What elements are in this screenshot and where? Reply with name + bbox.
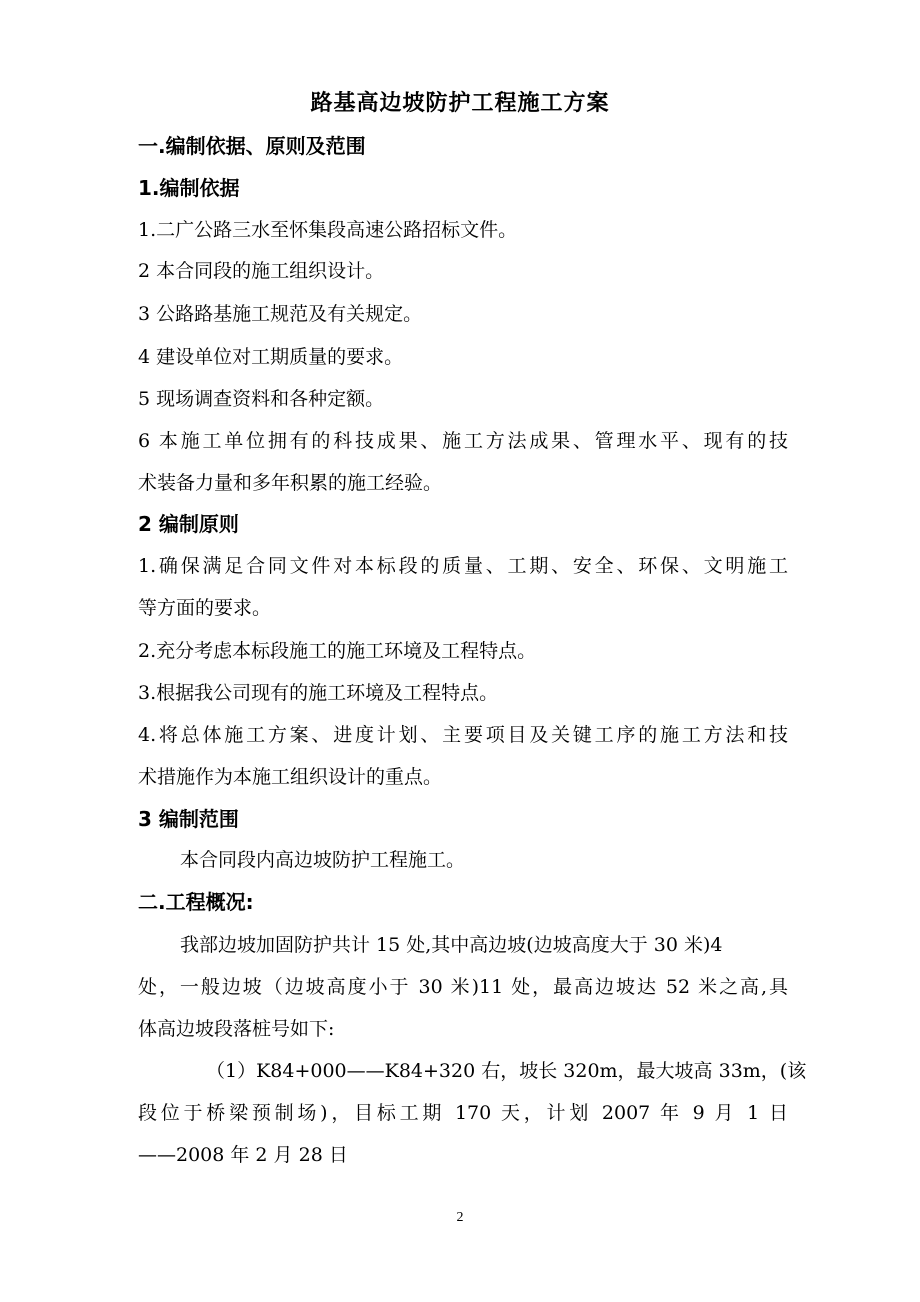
segment-line-1: （1）K84+000——K84+320 右，坡长 320m，最大坡高 33m，(该 (206, 1060, 807, 1082)
sub2-heading: 2 编制原则 (138, 512, 239, 536)
principle-item-2: 2.充分考虑本标段施工的施工环境及工程特点。 (138, 640, 537, 662)
page-number: 2 (456, 1210, 464, 1225)
segment-line-3: ——2008 年 2 月 28 日 (138, 1144, 348, 1166)
overview-line-1: 我部边坡加固防护共计 15 处,其中高边坡(边坡高度大于 30 米)4 (180, 934, 723, 956)
section2-heading: 二.工程概况: (138, 890, 254, 914)
scope-text: 本合同段内高边坡防护工程施工。 (180, 849, 466, 871)
principle-item-4-cont: 术措施作为本施工组织设计的重点。 (138, 766, 443, 788)
basis-item-1: 1.二广公路三水至怀集段高速公路招标文件。 (138, 219, 518, 241)
principle-item-3: 3.根据我公司现有的施工环境及工程特点。 (138, 682, 499, 704)
principle-item-4: 4.将总体施工方案、进度计划、主要项目及关键工序的施工方法和技 (138, 724, 788, 746)
basis-item-6-cont: 术装备力量和多年积累的施工经验。 (138, 472, 443, 494)
basis-item-4: 4 建设单位对工期质量的要求。 (138, 346, 404, 368)
basis-item-2: 2 本合同段的施工组织设计。 (138, 260, 385, 282)
basis-item-5: 5 现场调查资料和各种定额。 (138, 388, 385, 410)
principle-item-1-cont: 等方面的要求。 (138, 597, 272, 619)
overview-line-3: 体高边坡段落桩号如下: (138, 1018, 335, 1040)
basis-item-6: 6 本施工单位拥有的科技成果、施工方法成果、管理水平、现有的技 (138, 430, 788, 452)
section1-heading: 一.编制依据、原则及范围 (138, 134, 366, 158)
document-title: 路基高边坡防护工程施工方案 (310, 91, 610, 116)
basis-item-3: 3 公路路基施工规范及有关规定。 (138, 303, 423, 325)
principle-item-1: 1.确保满足合同文件对本标段的质量、工期、安全、环保、文明施工 (138, 555, 788, 577)
sub1-heading: 1.编制依据 (138, 176, 240, 200)
sub3-heading: 3 编制范围 (138, 807, 239, 831)
segment-line-2: 段位于桥梁预制场)，目标工期 170 天，计划 2007 年 9 月 1 日 (138, 1102, 788, 1124)
overview-line-2: 处，一般边坡（边坡高度小于 30 米)11 处，最高边坡达 52 米之高,具 (138, 976, 788, 998)
